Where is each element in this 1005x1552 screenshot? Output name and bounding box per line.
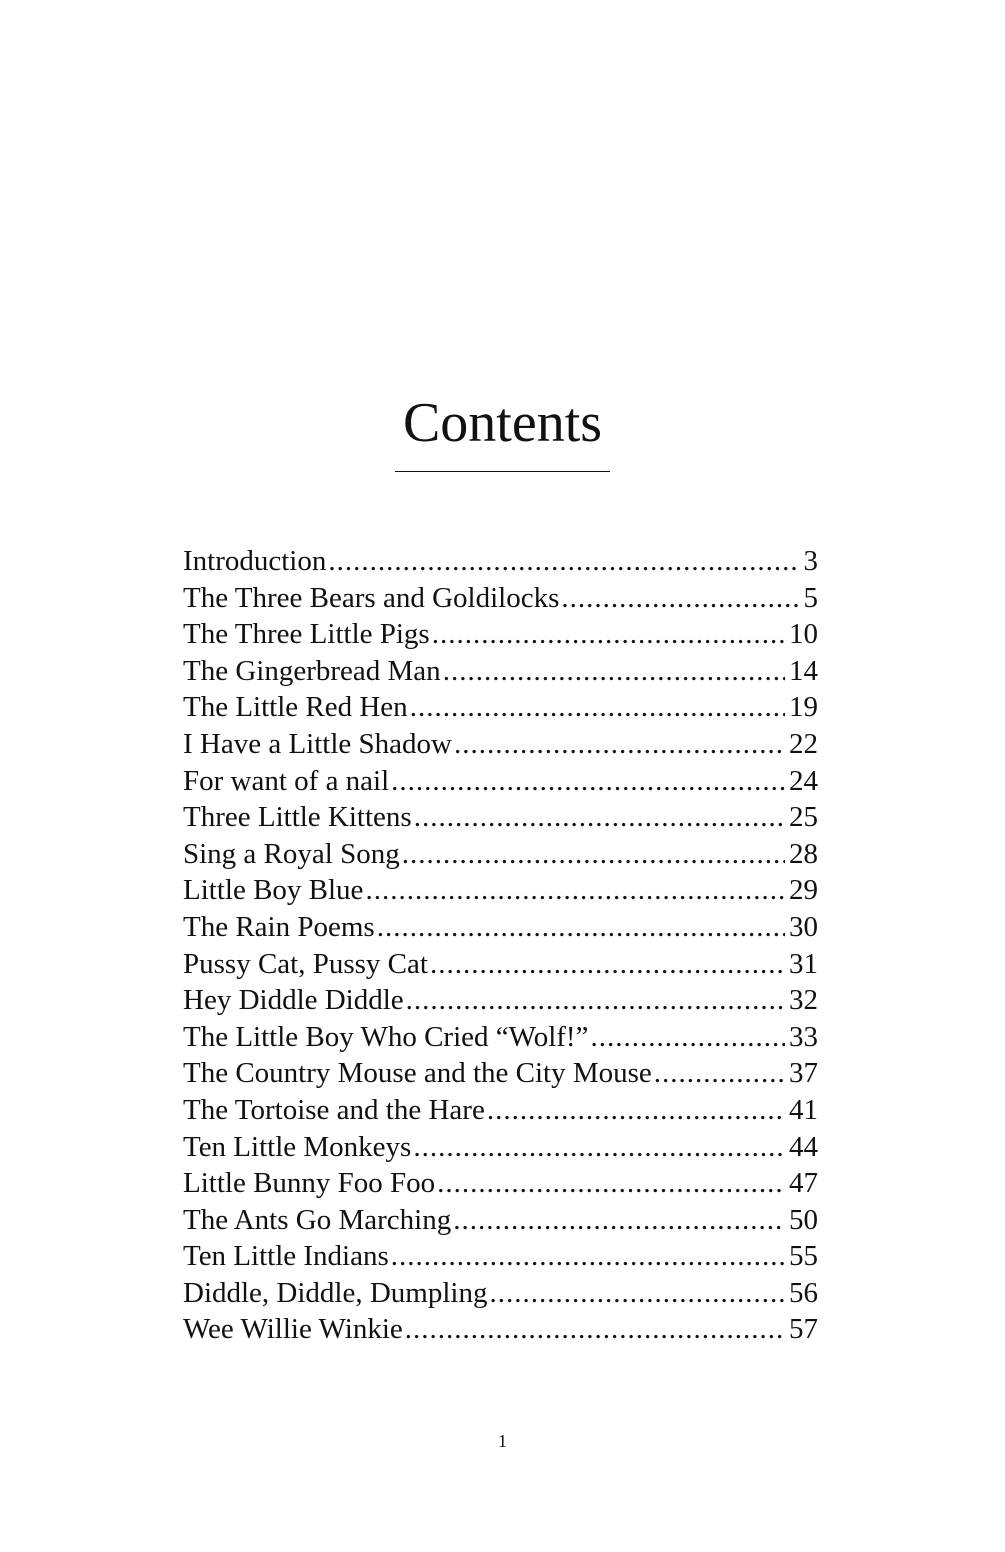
- toc-entry: [183, 799, 818, 836]
- toc-entry-page: 47: [789, 1167, 818, 1200]
- dot-leader: [410, 689, 785, 726]
- toc-entry: [183, 1165, 818, 1202]
- dot-leader: [413, 1129, 785, 1166]
- dot-leader: [590, 1019, 785, 1056]
- toc-entry-title: Pussy Cat, Pussy Cat: [183, 947, 428, 980]
- dot-leader: [489, 1275, 785, 1312]
- toc-entry-title: The Three Bears and Goldilocks: [183, 581, 560, 614]
- toc-entry-title: Introduction: [183, 545, 327, 577]
- toc-entry: [183, 982, 818, 1019]
- toc-entry-page: 30: [789, 910, 818, 943]
- toc-entry-title: For want of a nail: [183, 764, 390, 797]
- toc-entry: [183, 1202, 818, 1239]
- toc-entry: [183, 872, 818, 909]
- dot-leader: [561, 580, 799, 617]
- toc-entry: [183, 909, 818, 946]
- toc-entry-title: I Have a Little Shadow: [183, 727, 452, 760]
- dot-leader: [414, 799, 785, 836]
- dot-leader: [487, 1092, 785, 1129]
- toc-entry-page: 56: [789, 1276, 818, 1309]
- dot-leader: [453, 1202, 785, 1239]
- toc-entry-title: Three Little Kittens: [183, 801, 412, 834]
- toc-entry: [183, 543, 818, 580]
- title-underline: [395, 471, 610, 472]
- toc-entry-page: 24: [789, 764, 818, 797]
- toc-entry-page: 19: [789, 691, 818, 724]
- toc-entry: [183, 616, 818, 653]
- toc-entry-page: 14: [789, 654, 818, 687]
- toc-entry-title: The Country Mouse and the City Mouse: [183, 1057, 652, 1090]
- toc-entry-title: The Little Red Hen: [183, 691, 408, 724]
- toc-entry: [183, 946, 818, 983]
- dot-leader: [377, 909, 785, 946]
- toc-entry-page: 10: [789, 618, 818, 651]
- dot-leader: [405, 1311, 785, 1348]
- dot-leader: [365, 872, 785, 909]
- toc-entry-title: Hey Diddle Diddle: [183, 984, 404, 1017]
- dot-leader: [402, 836, 785, 873]
- page-number: 1: [498, 1431, 507, 1451]
- toc-entry: [183, 1055, 818, 1092]
- toc-entry-title: The Little Boy Who Cried “Wolf!”: [183, 1020, 589, 1053]
- dot-leader: [454, 726, 785, 763]
- toc-entry-page: 32: [789, 984, 818, 1017]
- dot-leader: [391, 1238, 785, 1275]
- dot-leader: [391, 763, 785, 800]
- toc-entry: [183, 1129, 818, 1166]
- toc-entry-page: 5: [803, 581, 818, 614]
- toc-entry: [183, 836, 818, 873]
- toc-entry-title: Little Boy Blue: [183, 874, 364, 907]
- page-title: Contents: [402, 392, 603, 454]
- toc-entry: [183, 1275, 818, 1312]
- toc-entry-page: 44: [789, 1130, 818, 1163]
- toc-entry: [183, 1092, 818, 1129]
- table-of-contents: [183, 543, 818, 1348]
- toc-entry-title: Sing a Royal Song: [183, 837, 400, 870]
- toc-entry-page: 25: [789, 801, 818, 834]
- toc-entry: [183, 580, 818, 617]
- dot-leader: [406, 982, 785, 1019]
- toc-entry-page: 41: [789, 1093, 818, 1126]
- toc-entry: [183, 1019, 818, 1056]
- toc-entry-title: The Ants Go Marching: [183, 1203, 452, 1236]
- toc-entry-page: 31: [789, 947, 818, 980]
- toc-entry-title: The Gingerbread Man: [183, 654, 441, 687]
- toc-entry: [183, 653, 818, 690]
- toc-entry: [183, 1238, 818, 1275]
- toc-entry-page: 37: [789, 1057, 818, 1090]
- toc-entry-title: Little Bunny Foo Foo: [183, 1167, 436, 1200]
- toc-entry: [183, 763, 818, 800]
- toc-entry-page: 3: [803, 545, 818, 577]
- toc-entry-title: Diddle, Diddle, Dumpling: [183, 1276, 488, 1309]
- toc-entry: [183, 689, 818, 726]
- toc-entry-title: The Three Little Pigs: [183, 618, 430, 651]
- dot-leader: [654, 1055, 785, 1092]
- toc-entry-title: Wee Willie Winkie: [183, 1313, 403, 1346]
- toc-entry-page: 33: [789, 1020, 818, 1053]
- toc-entry-page: 22: [789, 727, 818, 760]
- toc-entry-title: Ten Little Monkeys: [183, 1130, 412, 1163]
- toc-entry-page: 50: [789, 1203, 818, 1236]
- toc-entry-page: 55: [789, 1240, 818, 1273]
- toc-entry: [183, 1311, 818, 1348]
- toc-entry-page: 57: [789, 1313, 818, 1346]
- toc-entry: [183, 726, 818, 763]
- toc-entry-title: The Tortoise and the Hare: [183, 1093, 485, 1126]
- dot-leader: [328, 543, 799, 580]
- toc-entry-page: 28: [789, 837, 818, 870]
- dot-leader: [430, 946, 785, 983]
- dot-leader: [443, 653, 785, 690]
- toc-entry-page: 29: [789, 874, 818, 907]
- toc-entry-title: The Rain Poems: [183, 910, 375, 943]
- dot-leader: [432, 616, 785, 653]
- toc-entry-title: Ten Little Indians: [183, 1240, 389, 1273]
- dot-leader: [437, 1165, 785, 1202]
